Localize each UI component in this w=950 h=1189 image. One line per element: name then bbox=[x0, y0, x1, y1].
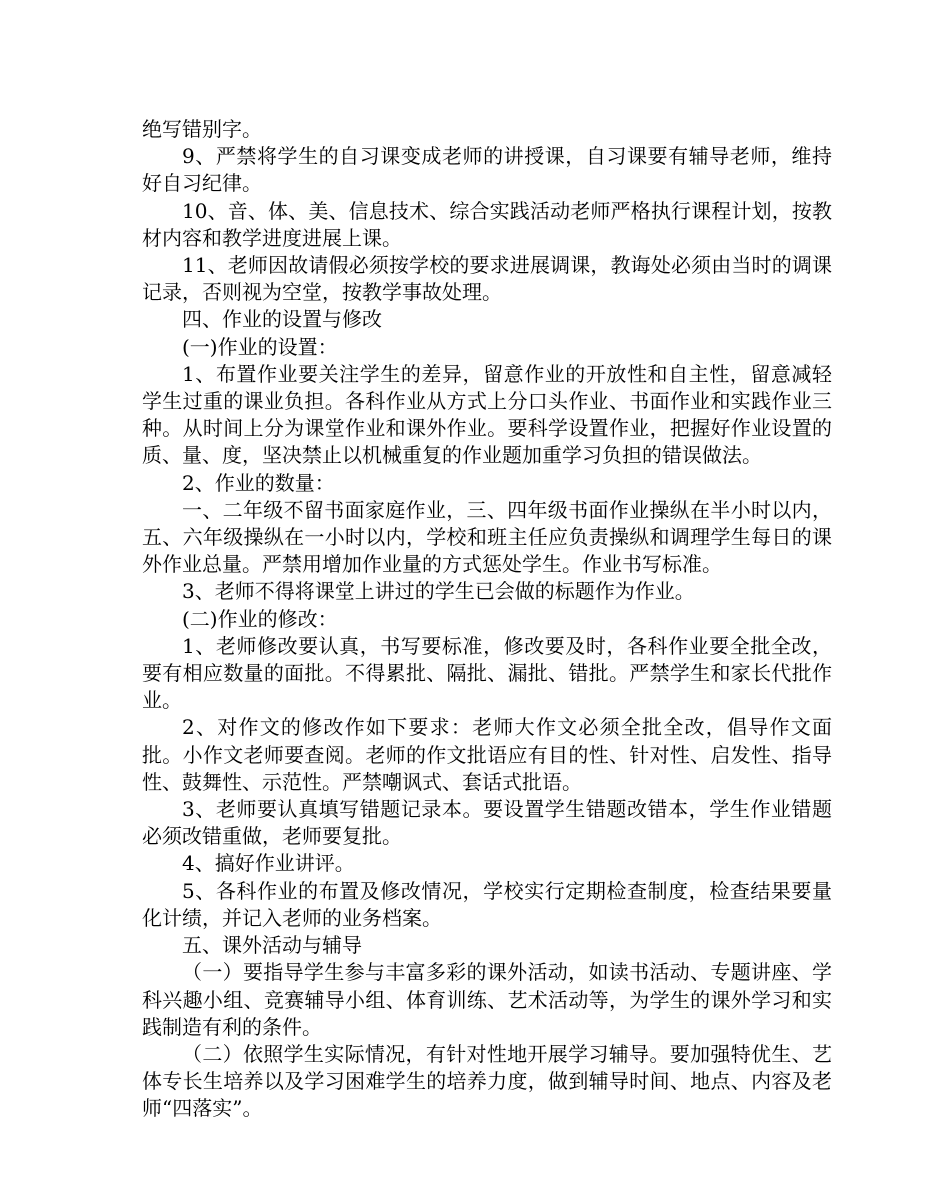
paragraph: 1、布置作业要关注学生的差异，留意作业的开放性和自主性，留意减轻学生过重的课业负担。各科作业从方式上分口头作业、书面作业和实践作业三种。从时间上分为课堂作业和课外作业。要科学设置作业，把握好作业设置的质、量、度，坚决禁止以机械重复的作业题加重学习负担的错误做法。 bbox=[142, 361, 832, 468]
paragraph: 10、音、体、美、信息技术、综合实践活动老师严格执行课程计划，按教材内容和教学进度进展上课。 bbox=[142, 198, 832, 250]
paragraph: 11、老师因故请假必须按学校的要求进展调课，教诲处必须由当时的调课记录，否则视为空堂，按教学事故处理。 bbox=[142, 253, 832, 305]
paragraph: 1、老师修改要认真，书写要标准，修改要及时，各科作业要全批全改，要有相应数量的面批。不得累批、隔批、漏批、错批。严禁学生和家长代批作业。 bbox=[142, 633, 832, 713]
subsection-heading: (二)作业的修改： bbox=[182, 606, 338, 631]
paragraph: 4、搞好作业讲评。 bbox=[182, 851, 355, 876]
paragraph: 5、各科作业的布置及修改情况，学校实行定期检查制度，检查结果要量化计绩，并记入老师的业务档案。 bbox=[142, 878, 832, 930]
paragraph: 3、老师不得将课堂上讲过的学生已会做的标题作为作业。 bbox=[182, 579, 695, 604]
paragraph: 绝写错别字。 bbox=[142, 117, 262, 141]
paragraph: （一）要指导学生参与丰富多彩的课外活动，如读书活动、专题讲座、学科兴趣小组、竞赛辅导小组、体育训练、艺术活动等，为学生的课外学习和实践制造有利的条件。 bbox=[142, 960, 832, 1039]
paragraph: （二）依照学生实际情况，有针对性地开展学习辅导。要加强特优生、艺体专长生培养以及学习困难学生的培养力度，做到辅导时间、地点、内容及老师“四落实”。 bbox=[142, 1041, 832, 1121]
paragraph: 9、严禁将学生的自习课变成老师的讲授课，自习课要有辅导老师，维持好自习纪律。 bbox=[142, 144, 832, 196]
document-body bbox=[142, 116, 832, 1123]
section-heading: 四、作业的设置与修改 bbox=[182, 307, 382, 332]
section-heading: 五、课外活动与辅导 bbox=[182, 933, 362, 958]
paragraph: 2、对作文的修改作如下要求：老师大作文必须全批全改，倡导作文面批。小作文老师要查阅。老师的作文批语应有目的性、针对性、启发性、指导性、鼓舞性、示范性。严禁嘲讽式、套话式批语。 bbox=[142, 715, 832, 794]
paragraph: 一、二年级不留书面家庭作业，三、四年级书面作业操纵在半小时以内，五、六年级操纵在一小时以内，学校和班主任应负责操纵和调理学生每日的课外作业总量。严禁用增加作业量的方式惩处学生。作业书写标准。 bbox=[142, 497, 832, 577]
subsection-heading: (一)作业的设置： bbox=[182, 334, 338, 359]
paragraph: 3、老师要认真填写错题记录本。要设置学生错题改错本，学生作业错题必须改错重做，老师要复批。 bbox=[142, 797, 832, 849]
paragraph: 2、作业的数量： bbox=[182, 470, 335, 495]
